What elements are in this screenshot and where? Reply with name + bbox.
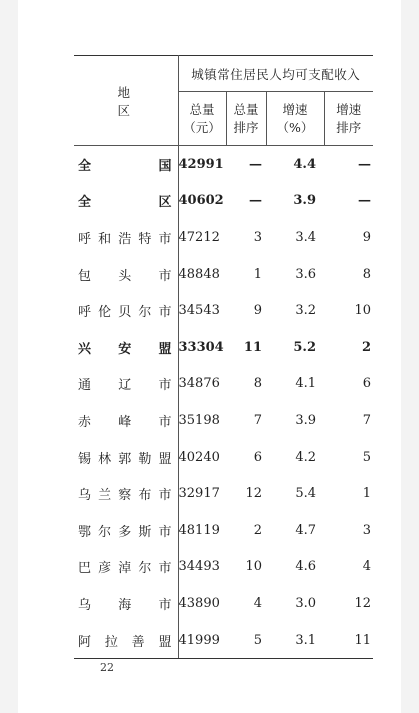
table-row: [74, 402, 373, 439]
table-row: [74, 146, 373, 183]
growth-cell: 3.0: [295, 595, 316, 611]
total-cell: 33304: [178, 339, 224, 355]
table-row: [74, 292, 373, 329]
growth-rank-cell: 11: [324, 622, 373, 659]
total-rank-cell: —: [249, 193, 262, 209]
total-cell: 42991: [178, 156, 224, 172]
total-rank-cell: 5: [226, 622, 266, 659]
document-page: [18, 0, 401, 713]
total-rank-cell: 8: [253, 376, 262, 392]
region-cell: 巴彦淖尔市: [74, 549, 178, 586]
total-rank-cell: 11: [243, 339, 262, 355]
growth-rank-cell: —: [358, 193, 372, 209]
region-cell: 包头市: [74, 256, 178, 293]
table-row: [74, 512, 373, 549]
total-rank-cell: 10: [245, 559, 262, 575]
region-cell: 兴安盟: [74, 329, 178, 366]
table-row: [74, 366, 373, 403]
total-cell: 34493: [178, 559, 220, 575]
growth-rank-cell: 12: [354, 595, 372, 611]
table-row: [74, 183, 373, 220]
table-row: [74, 329, 373, 366]
header-group: 城镇常住居民人均可支配收入: [178, 56, 373, 92]
growth-rank-cell: 3: [362, 522, 372, 538]
total-cell: 41999: [178, 622, 226, 659]
growth-rank-cell: 4: [362, 559, 372, 575]
total-rank-cell: 2: [253, 522, 262, 538]
growth-rank-cell: 5: [362, 449, 372, 465]
growth-rank-cell: 8: [362, 266, 372, 282]
table-row: [74, 256, 373, 293]
growth-cell: 3.6: [295, 266, 316, 282]
table-row: [74, 475, 373, 512]
table-row: [74, 549, 373, 586]
region-cell: 鄂尔多斯市: [74, 512, 178, 549]
growth-cell: 4.4: [293, 156, 316, 172]
total-cell: 32917: [178, 486, 220, 502]
growth-rank-cell: 6: [362, 376, 372, 392]
region-cell: 乌兰察布市: [74, 475, 178, 512]
column-header: 总量 排序: [226, 92, 266, 146]
table-body: [74, 146, 373, 659]
total-cell: 48848: [178, 266, 220, 282]
total-rank-cell: 7: [253, 412, 262, 428]
table-row: [74, 439, 373, 476]
region-cell: 锡林郭勒盟: [74, 439, 178, 476]
growth-rank-cell: 2: [361, 339, 372, 355]
region-cell: 全区: [74, 183, 178, 220]
growth-cell: 3.4: [295, 229, 316, 245]
column-header: 总量 （元）: [183, 101, 221, 135]
region-cell: 乌海市: [74, 585, 178, 622]
growth-cell: 3.2: [295, 303, 316, 319]
header-region: 地 区: [74, 56, 178, 146]
growth-cell: 3.9: [295, 412, 316, 428]
growth-cell: 4.1: [295, 376, 316, 392]
column-header: 增速 （%）: [266, 92, 324, 146]
total-cell: 35198: [178, 412, 220, 428]
growth-rank-cell: —: [358, 156, 372, 172]
region-cell: 呼伦贝尔市: [74, 292, 178, 329]
growth-cell: 3.1: [266, 622, 324, 659]
total-rank-cell: 3: [253, 229, 262, 245]
growth-cell: 4.7: [295, 522, 316, 538]
total-cell: 40240: [178, 449, 220, 465]
growth-rank-cell: 7: [362, 412, 372, 428]
total-rank-cell: —: [249, 156, 262, 172]
table-row: [74, 219, 373, 256]
total-cell: 40602: [178, 193, 224, 209]
total-cell: 34543: [178, 303, 220, 319]
total-rank-cell: 6: [253, 449, 262, 465]
growth-cell: 3.9: [293, 193, 316, 209]
growth-cell: 4.2: [295, 449, 316, 465]
total-cell: 43890: [178, 595, 220, 611]
growth-cell: 5.2: [293, 339, 316, 355]
growth-cell: 5.4: [295, 486, 316, 502]
region-cell: 呼和浩特市: [74, 219, 178, 256]
total-cell: 47212: [178, 229, 220, 245]
total-rank-cell: 12: [245, 486, 262, 502]
growth-rank-cell: 9: [362, 229, 372, 245]
region-cell: 全国: [74, 146, 178, 183]
total-rank-cell: 4: [253, 595, 262, 611]
total-cell: 34876: [178, 376, 220, 392]
growth-rank-cell: 10: [354, 303, 372, 319]
region-cell: 赤峰市: [74, 402, 178, 439]
region-cell: 阿拉善盟: [74, 622, 178, 659]
income-table: [74, 55, 373, 659]
growth-cell: 4.6: [295, 559, 316, 575]
growth-rank-cell: 1: [362, 486, 372, 502]
column-header: 增速 排序: [324, 92, 373, 146]
page-number: 22: [100, 661, 114, 674]
total-cell: 48119: [178, 522, 220, 538]
table-row: [74, 585, 373, 622]
total-rank-cell: 9: [253, 303, 262, 319]
total-rank-cell: 1: [253, 266, 262, 282]
region-cell: 通辽市: [74, 366, 178, 403]
table-row: [74, 622, 373, 659]
